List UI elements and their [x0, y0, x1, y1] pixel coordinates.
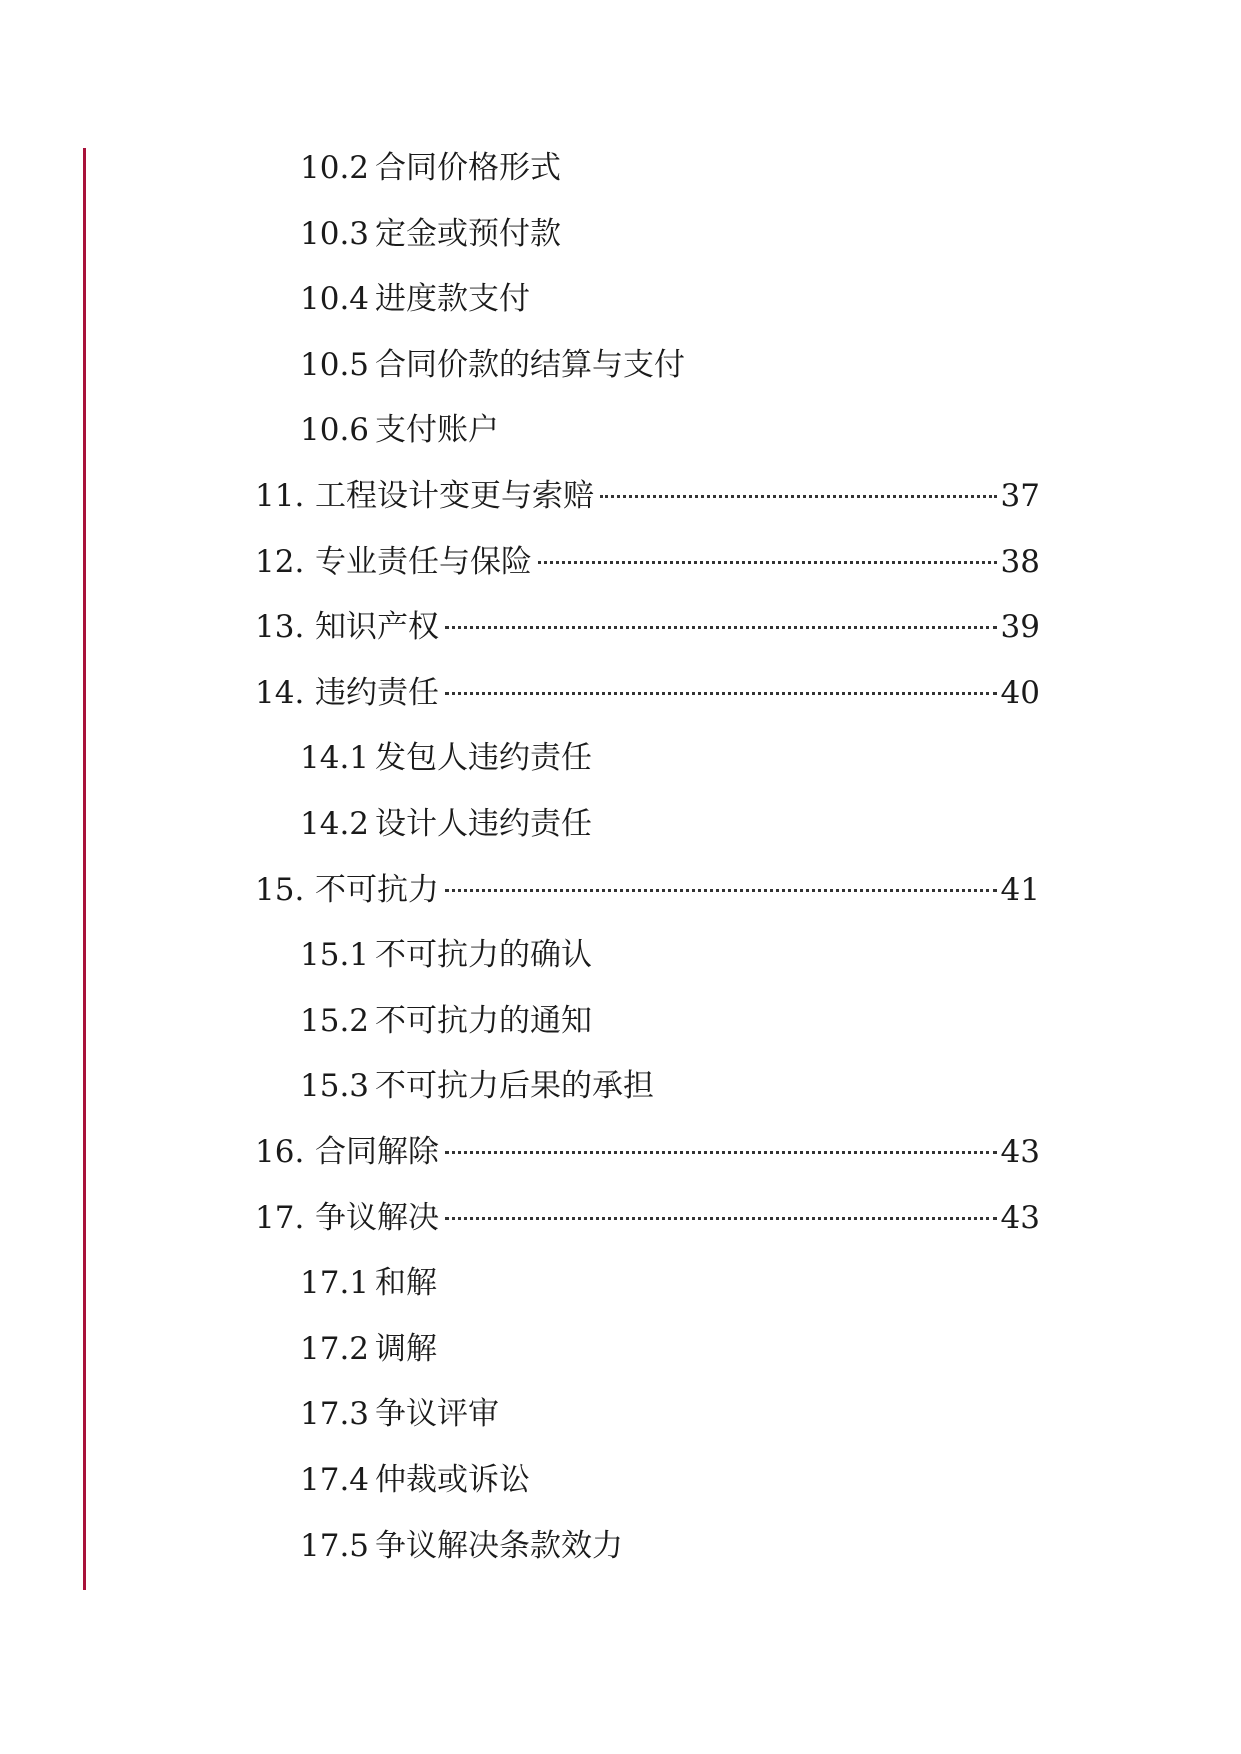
toc-entry-number: 16.: [255, 1134, 305, 1170]
toc-section-entry[interactable]: [300, 279, 940, 319]
toc-entry-page-number: 43: [1000, 1199, 1040, 1236]
toc-entry-number: 14.2: [300, 806, 370, 842]
toc-entry-title: 设计人违约责任: [375, 806, 592, 842]
toc-entry-number: 15.2: [300, 1002, 370, 1039]
toc-entry-title: 合同解除: [315, 1134, 439, 1170]
toc-chapter-entry[interactable]: [255, 476, 1040, 516]
toc-entry-title: 不可抗力的通知: [375, 1002, 592, 1039]
toc-entry-page-number: 43: [1000, 1134, 1040, 1170]
toc-chapter-entry[interactable]: [255, 673, 1040, 713]
toc-entry-page-number: 37: [1000, 478, 1040, 514]
toc-entry-page-number: 38: [1000, 543, 1040, 580]
toc-entry-title: 和解: [375, 1265, 437, 1302]
toc-section-entry[interactable]: [300, 410, 940, 450]
toc-entry-title: 不可抗力: [315, 871, 439, 908]
toc-entry-title: 争议解决: [315, 1199, 439, 1236]
toc-entry-number: 11.: [255, 478, 305, 514]
toc-entry-number: 10.2: [300, 150, 370, 186]
toc-dot-leader: [538, 561, 997, 564]
toc-entry-page-number: 39: [1000, 609, 1040, 646]
toc-chapter-entry[interactable]: [255, 607, 1040, 647]
toc-entry-title: 违约责任: [315, 674, 439, 711]
toc-section-entry[interactable]: [300, 1066, 940, 1106]
toc-section-entry[interactable]: [300, 1001, 940, 1041]
toc-dot-leader: [445, 1151, 997, 1154]
toc-entry-title: 调解: [375, 1330, 437, 1367]
toc-entry-title: 合同价格形式: [375, 150, 561, 186]
toc-section-entry[interactable]: [300, 1460, 940, 1500]
toc-entry-number: 14.1: [300, 740, 370, 777]
margin-rule: [83, 148, 86, 1590]
toc-entry-number: 17.2: [300, 1330, 370, 1367]
toc-entry-number: 10.5: [300, 346, 370, 383]
toc-chapter-entry[interactable]: [255, 1198, 1040, 1238]
toc-entry-title: 合同价款的结算与支付: [375, 346, 685, 383]
toc-entry-title: 不可抗力的确认: [375, 937, 592, 974]
toc-section-entry[interactable]: [300, 345, 940, 385]
toc-entry-number: 10.4: [300, 281, 370, 318]
toc-entry-number: 10.6: [300, 412, 370, 449]
toc-section-entry[interactable]: [300, 804, 940, 844]
toc-entry-number: 15.1: [300, 937, 370, 974]
toc-section-entry[interactable]: [300, 1394, 940, 1434]
toc-section-entry[interactable]: [300, 148, 940, 188]
toc-section-entry[interactable]: [300, 1329, 940, 1369]
toc-entry-title: 知识产权: [315, 609, 439, 646]
toc-section-entry[interactable]: [300, 1526, 940, 1566]
toc-entry-number: 17.5: [300, 1527, 370, 1564]
toc-chapter-entry[interactable]: [255, 542, 1040, 582]
toc-section-entry[interactable]: [300, 214, 940, 254]
toc-entry-number: 17.: [255, 1199, 305, 1236]
toc-entry-title: 不可抗力后果的承担: [375, 1068, 654, 1105]
toc-entry-title: 仲裁或诉讼: [375, 1462, 530, 1498]
toc-entry-title: 工程设计变更与索赔: [315, 478, 594, 514]
toc-section-entry[interactable]: [300, 1263, 940, 1303]
toc-dot-leader: [445, 1217, 997, 1220]
toc-entry-page-number: 41: [1000, 871, 1040, 908]
toc-section-entry[interactable]: [300, 738, 940, 778]
toc-entry-title: 定金或预付款: [375, 215, 561, 252]
toc-entry-title: 进度款支付: [375, 281, 530, 318]
toc-entry-number: 12.: [255, 543, 305, 580]
toc-entry-title: 发包人违约责任: [375, 740, 592, 777]
toc-entry-number: 13.: [255, 609, 305, 646]
toc-section-entry[interactable]: [300, 935, 940, 975]
toc-dot-leader: [600, 495, 997, 498]
toc-chapter-entry[interactable]: [255, 1132, 1040, 1172]
toc-entry-title: 专业责任与保险: [315, 543, 532, 580]
toc-dot-leader: [445, 626, 997, 629]
toc-entry-number: 17.3: [300, 1396, 370, 1433]
toc-chapter-entry[interactable]: [255, 870, 1040, 910]
toc-entry-number: 17.1: [300, 1265, 370, 1302]
toc-entry-title: 争议评审: [375, 1396, 499, 1433]
toc-entry-number: 15.3: [300, 1068, 370, 1105]
toc-entry-number: 17.4: [300, 1462, 370, 1498]
toc-entry-title: 争议解决条款效力: [375, 1527, 623, 1564]
toc-entry-number: 10.3: [300, 215, 370, 252]
toc-dot-leader: [445, 889, 997, 892]
toc-entry-number: 14.: [255, 674, 305, 711]
toc-entry-number: 15.: [255, 871, 305, 908]
toc-entry-title: 支付账户: [375, 412, 499, 449]
toc-dot-leader: [445, 692, 997, 695]
toc-entry-page-number: 40: [1000, 674, 1040, 711]
